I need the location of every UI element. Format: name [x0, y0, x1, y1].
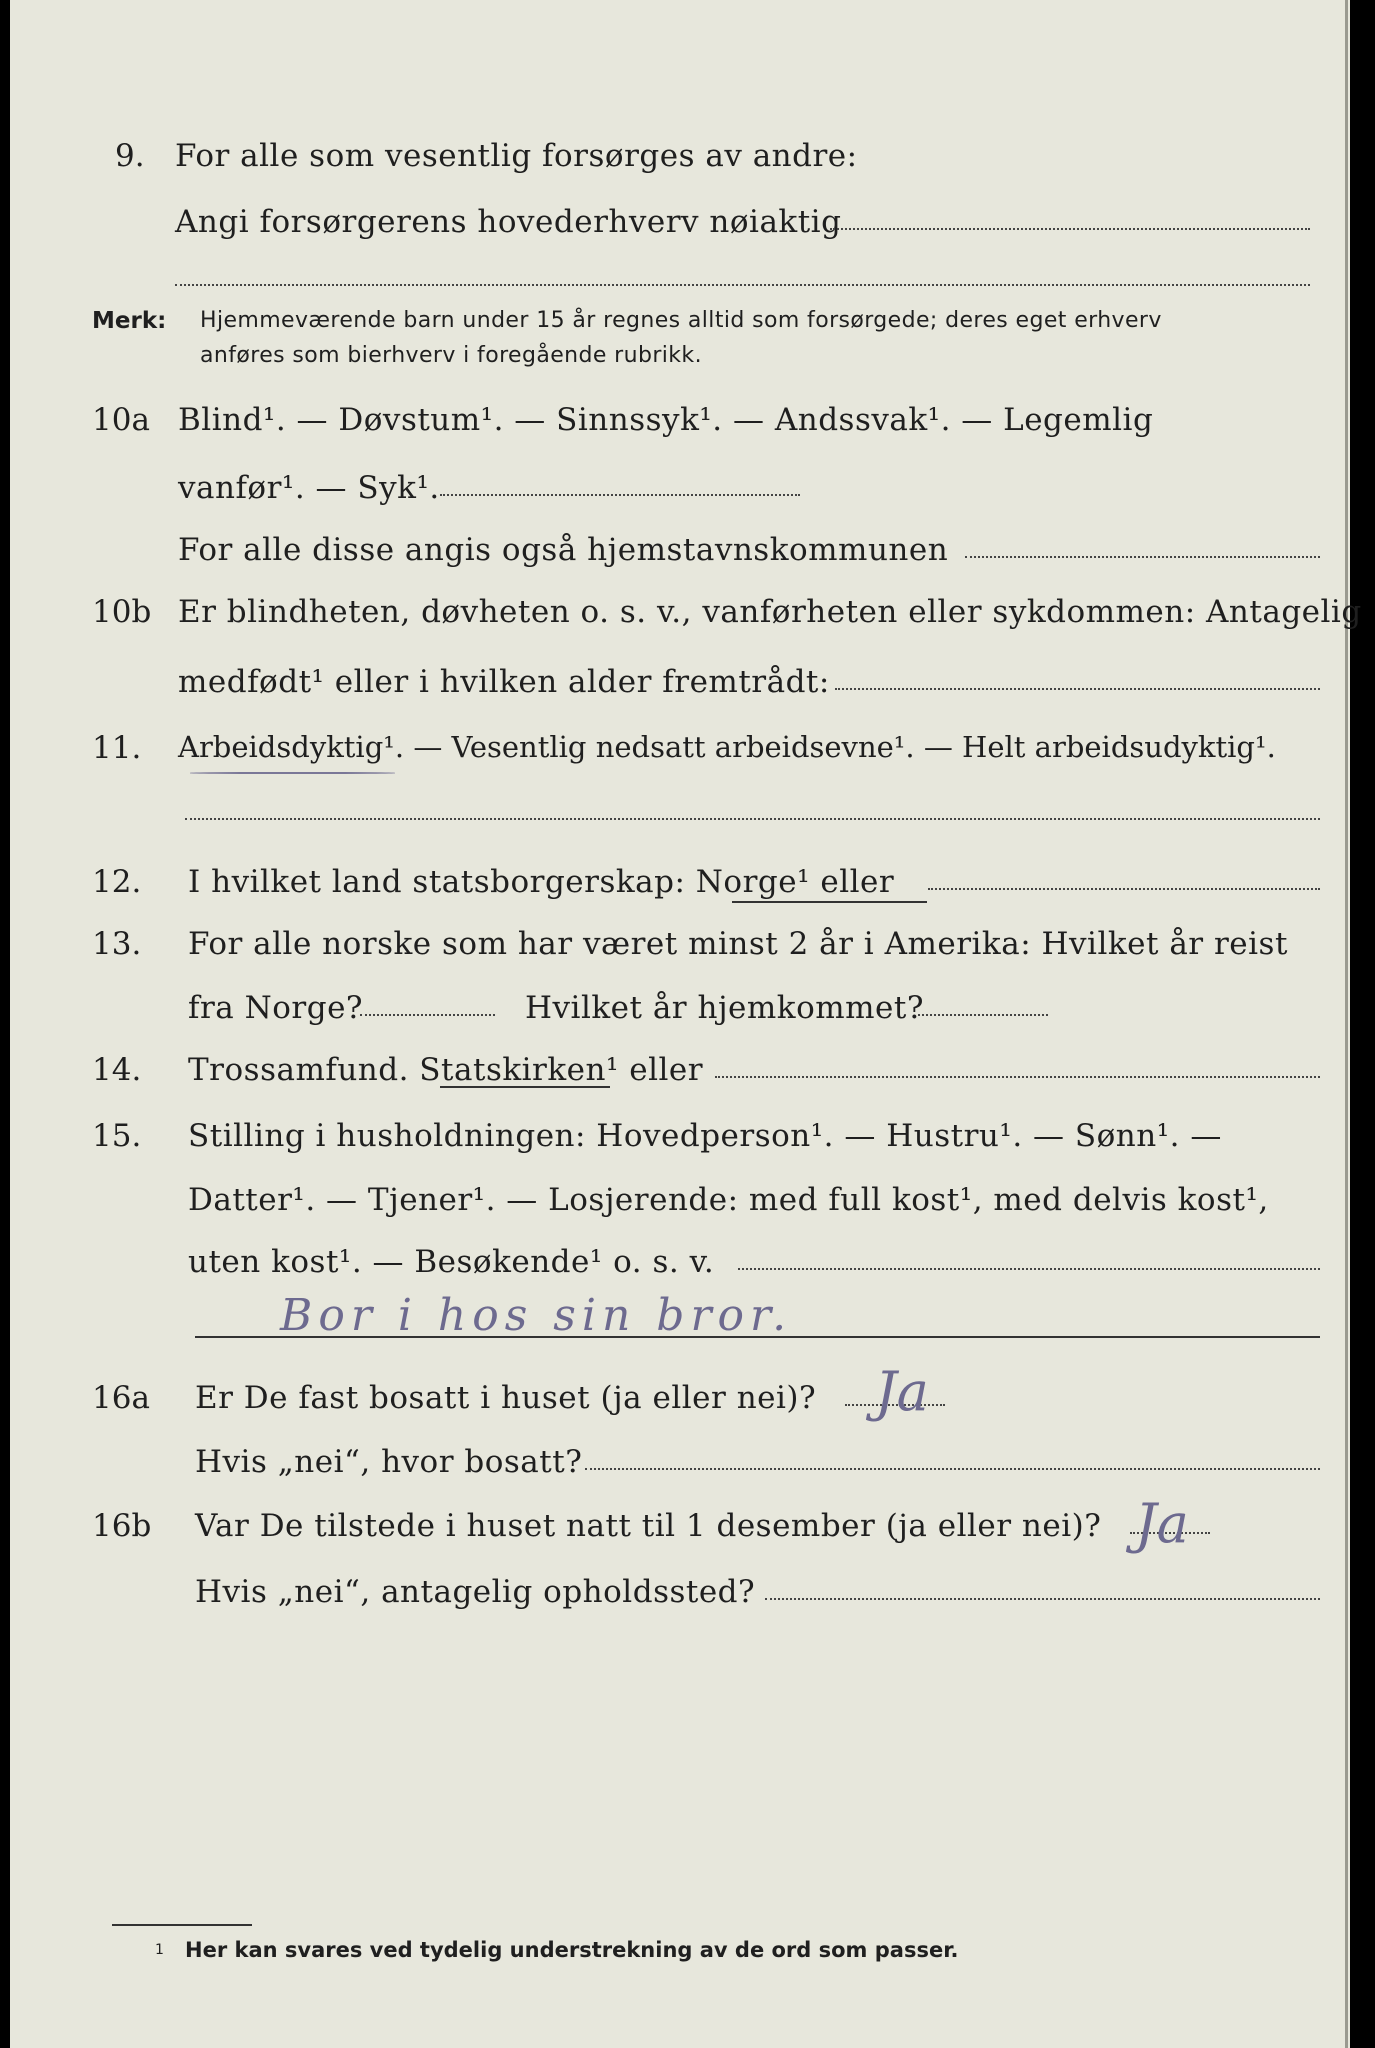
- page-edge-rule: [1345, 0, 1348, 2048]
- q16b-line-1: Var De tilstede i huset natt til 1 desember (ja eller nei)?: [195, 1508, 1102, 1544]
- footnote-mark: 1: [155, 1942, 164, 1958]
- q9-number: 9.: [115, 138, 145, 174]
- q14-religion-field[interactable]: [715, 1076, 1320, 1078]
- q15-answer-line[interactable]: [195, 1336, 1320, 1338]
- q13-line-2b: Hvilket år hjemkommet?: [525, 990, 924, 1026]
- q13-line-2a: fra Norge?: [188, 990, 364, 1026]
- q14-line-1: Trossamfund. Statskirken¹ eller: [188, 1052, 704, 1088]
- q12-number: 12.: [92, 864, 142, 900]
- q10a-sick-field[interactable]: [440, 494, 800, 496]
- q16b-number: 16b: [92, 1508, 152, 1544]
- q11-field[interactable]: [185, 818, 1320, 820]
- q15-handwritten-answer: Bor i hos sin bror.: [280, 1290, 793, 1341]
- footnote-rule: [112, 1924, 252, 1926]
- q10a-number: 10a: [92, 402, 150, 438]
- q10a-line-3: For alle disse angis også hjemstavnskommunen: [178, 532, 949, 568]
- q13-year-returned-field[interactable]: [918, 1014, 1048, 1016]
- q11-handwritten-underline: [190, 772, 395, 774]
- q14-statskirken-underline: [440, 1086, 610, 1088]
- q16b-location-field[interactable]: [765, 1598, 1320, 1600]
- q12-line-1: I hvilket land statsborgerskap: Norge¹ eller: [188, 864, 895, 900]
- q16a-line-2: Hvis „nei“, hvor bosatt?: [195, 1444, 583, 1480]
- q15-line-2: Datter¹. — Tjener¹. — Losjerende: med full kost¹, med delvis kost¹,: [188, 1182, 1269, 1218]
- q13-number: 13.: [92, 926, 142, 962]
- q11-number: 11.: [92, 730, 142, 766]
- q15-line-1: Stilling i husholdningen: Hovedperson¹. — Hustru¹. — Sønn¹. —: [188, 1118, 1222, 1154]
- q16a-line-1: Er De fast bosatt i huset (ja eller nei)?: [195, 1380, 817, 1416]
- note-line-2: anføres som bierhverv i foregående rubrikk.: [200, 343, 702, 368]
- q10b-number: 10b: [92, 594, 152, 630]
- q13-line-1: For alle norske som har været minst 2 år i Amerika: Hvilket år reist: [188, 926, 1288, 962]
- q16a-handwritten-answer: Ja: [875, 1360, 929, 1423]
- q13-year-left-field[interactable]: [360, 1014, 495, 1016]
- q9-occupation-label: Angi forsørgerens hovederhverv nøiaktig: [175, 204, 842, 240]
- note-label: Merk:: [92, 308, 167, 334]
- q15-line-3: uten kost¹. — Besøkende¹ o. s. v.: [188, 1244, 715, 1280]
- q9-question: For alle som vesentlig forsørges av andre:: [175, 138, 858, 174]
- q12-norge-underline: [732, 901, 927, 903]
- q16a-residence-field[interactable]: [585, 1468, 1320, 1470]
- q10a-line-2: vanfør¹. — Syk¹.: [178, 470, 440, 506]
- q14-number: 14.: [92, 1052, 142, 1088]
- census-form-page: [10, 0, 1362, 2048]
- q16b-line-2: Hvis „nei“, antagelig opholdssted?: [195, 1574, 756, 1610]
- q16b-handwritten-answer: Ja: [1135, 1492, 1189, 1555]
- note-line-1: Hjemmeværende barn under 15 år regnes alltid som forsørgede; deres eget erhverv: [200, 308, 1162, 333]
- q9-occupation-field[interactable]: [830, 228, 1310, 230]
- q12-citizenship-field[interactable]: [928, 888, 1320, 890]
- footnote-text: Her kan svares ved tydelig understrekning av de ord som passer.: [185, 1938, 959, 1962]
- q10b-line-1: Er blindheten, døvheten o. s. v., vanførheten eller sykdommen: Antagelig: [178, 594, 1362, 630]
- q15-field[interactable]: [738, 1268, 1320, 1270]
- q10a-home-municipality-field[interactable]: [965, 556, 1320, 558]
- q10b-age-field[interactable]: [835, 688, 1320, 690]
- q9-occupation-field-2[interactable]: [175, 284, 1310, 286]
- q10a-line-1: Blind¹. — Døvstum¹. — Sinnssyk¹. — Andssvak¹. — Legemlig: [178, 402, 1154, 438]
- q10b-line-2: medfødt¹ eller i hvilken alder fremtrådt:: [178, 664, 830, 700]
- q11-line-1: Arbeidsdyktig¹. — Vesentlig nedsatt arbeidsevne¹. — Helt arbeidsudyktig¹.: [178, 730, 1276, 764]
- q15-number: 15.: [92, 1118, 142, 1154]
- q16a-number: 16a: [92, 1380, 150, 1416]
